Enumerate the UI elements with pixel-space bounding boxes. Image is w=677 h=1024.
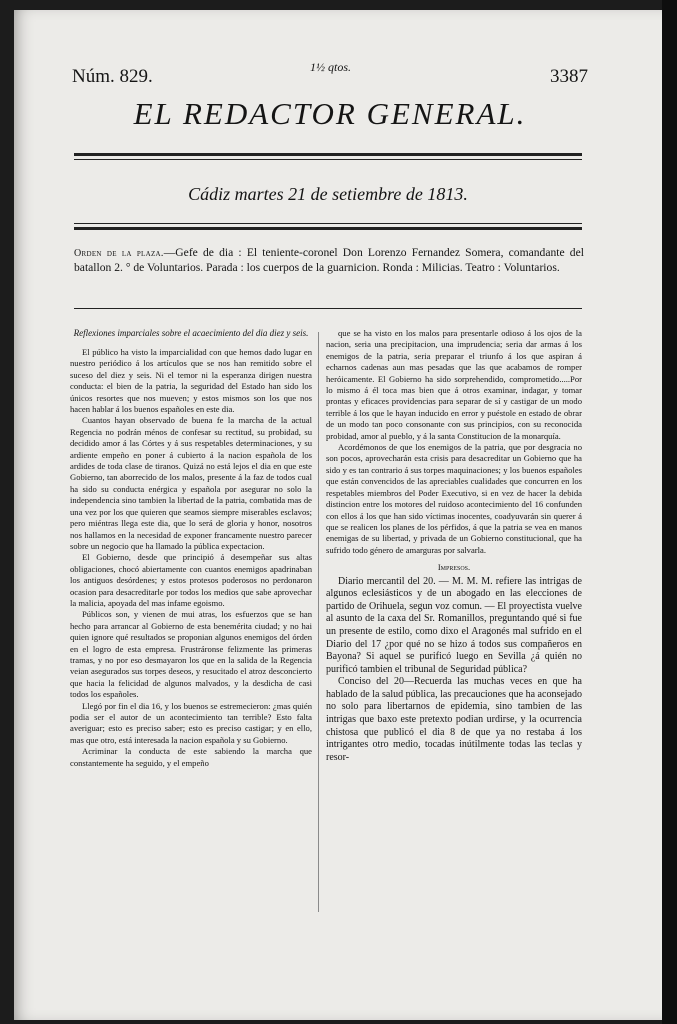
orden-label: Orden de la plaza.	[74, 248, 164, 259]
article-paragraph: El Gobierno, desde que principió á desempeñar sus altas obligaciones, chocó abiertamente con cuantos enemigos apadrinaban los antiguos desórdenes; y estos protesos poderosos no perdonaron ocasion para desacreditarle por todos los medios que sabe aprovechar la malicia, apoyada del mas infame egoismo.	[70, 552, 312, 608]
article-paragraph: Acordémonos de que los enemigos de la patria, que por desgracia no son pocos, aprovecharán esta crisis para desacreditar un Gobierno que ha sido y es tan contrario á sus torpes maquinaciones; y los buenos españoles que están convencidos de las apreciables cualidades que concurren en los respetables miembros del Poder Executivo, si en vez de hacer la debida distincion entre los motores del ruidoso acontecimiento del 16 confunden con ellos á los que han sido víctimas inocentes, coadyuvarán sin querer á que se realicen los planes de los pérfidos, á que la patria se vea en manos enemigas de su libertad, y privada de un Gobierno constitucional, que ha sufrido todo género de amarguras por salvarla.	[326, 442, 582, 555]
impresos-paragraph: Conciso del 20—Recuerda las muchas veces en que ha hablado de la salud pública, las precauciones que ha aconsejado no solo para libertarnos de epidemia, sino tambien de las intrigas que baxo este pretexto podian urdirse, y la ocurrencia chistosa que publicó el dia 8 de que ya no restaba á los intrigantes otro medio, tocadas inútilmente todas las teclas y resor-	[326, 676, 582, 763]
newspaper-title: EL REDACTOR GENERAL.	[133, 96, 527, 131]
article-paragraph: Acriminar la conducta de este sabiendo la marcha que constantemente ha seguido, y el empeño	[70, 746, 312, 768]
rule-orden	[74, 308, 582, 309]
article-paragraph: Públicos son, y vienen de mui atras, los esfuerzos que se han hecho para arrancar al Gobierno de esta benemérita ciudad; y no hai quien ignore qué resultados se proponian algunos enemigos del órden en el logro de esta empresa. Frustráronse felizmente las primeras tramas, y no por eso desmayaron los que en la salida de la Regencia veian asegurados sus torpes deseos, y resucitado el atroz desconcierto que hacia la felicidad de algunos malvados, y la desdicha de casi todos los españoles.	[70, 609, 312, 700]
impresos-paragraph: Diario mercantil del 20. — M. M. M. refiere las intrigas de algunos eclesiásticos y de un abogado en las elecciones de partido de Orihuela, segun voz comun. — El proyectista vuelve al asunto de la caxa del Sr. Romanillos, preguntando qué si fue un presente de estilo, como dixo el Aragonés mal sufrido en el Diario del 17 ¿por qué no se hizo á todos sus compañeros en Bayona? Si aquel se purificó luego en Sevilla ¿á quién no purificó tambien el tribunal de Seguridad pública?	[326, 575, 582, 675]
issue-number: Núm. 829.	[72, 66, 153, 87]
orden-de-la-plaza	[74, 246, 584, 275]
column-divider	[318, 332, 319, 912]
rule-top	[74, 153, 582, 156]
dateline: Cádiz martes 21 de setiembre de 1813.	[188, 184, 468, 204]
rule-date	[74, 227, 582, 230]
rule-top-thin	[74, 159, 582, 160]
orden-text: —Gefe de dia : El teniente-coronel Don Lorenzo Fernandez Somera, comandante del batallon 2. ° de Voluntarios. Parada : los cuerpos de la guarnicion. Ronda : Milicias. Teatro : Voluntarios.	[74, 246, 584, 274]
article-paragraph: El público ha visto la imparcialidad con que hemos dado lugar en nuestro periódico á los artículos que se nos han remitido sobre el suceso del diez y seis. Ni el temor ni la esperanza dirigen nuestra conducta: el bien de la patria, la seguridad del Estado han sido los únicos resortes que nos mueven; y estos mismos son los que nos hacen hablar á los buenos españoles en este dia.	[70, 347, 312, 415]
impresos-heading: Impresos.	[437, 563, 471, 573]
page-edge	[662, 0, 677, 1024]
rule-date-thin	[74, 223, 582, 224]
article-paragraph: que se ha visto en los malos para presentarle odioso á los ojos de la nacion, seria una precipitacion, una imprudencia; seria dar armas á los enemigos de la patria, seria preparar el triunfo á los que aspiran á echarnos cadenas aun mas pesadas que las que acabamos de romper heróicamente. El Gobierno ha sido sorprehendido, comprometido.....Por lo mismo á él toca mas bien que á otros examinar, indagar, y tomar prontas y eficaces providencias para separar de sí y castigar de un modo terrible á los que le hayan inducido en error y puéstole en estado de obrar de un modo tan poco consonante con sus principios, con su reconocida probidad, amor al pueblo, y á la santa Constitucion de la monarquía.	[326, 328, 582, 441]
newspaper-page	[14, 10, 662, 1020]
article-paragraph: Cuantos hayan observado de buena fe la marcha de la actual Regencia no podrán ménos de confesar su rectitud, su probidad, su decidido amor á las Córtes y á sus respetables determinaciones, y su ardiente empeño en poner á cubierto á la nacion española de los ardides de toda clase de tiranos. Quizá no está lejos el dia en que este Gobierno, tan aborrecido de los malos, presente á la faz de todos cual ha sido su conducta enérgica y española por asegurar no solo la independencia sino tambien la libertad de la patria, combatida mas de una vez por los que quieren que seamos siempre miserables esclavos; pero miéntras llega este dia, que lo será de gloria y honor, nosotros nos hallamos en la necesidad de exponer francamente nuestro parecer sobre un negocio que ha llamado la pública expectacion.	[70, 415, 312, 551]
left-column	[70, 328, 312, 769]
right-column	[326, 328, 582, 764]
page-number: 3387	[550, 66, 588, 87]
article-paragraph: Llegó por fin el dia 16, y los buenos se estremecieron: ¿mas quién podia ser el autor de un acontecimiento tan terrible? Esto falta averiguar; esto es preciso saber; esto es preciso castigar; y en ello, mas que otro, está interesada la nacion española y su Gobierno.	[70, 700, 312, 745]
sheet-count: 1½ qtos.	[310, 60, 352, 74]
article-heading: Reflexiones imparciales sobre el acaecimiento del dia diez y seis.	[73, 328, 309, 338]
